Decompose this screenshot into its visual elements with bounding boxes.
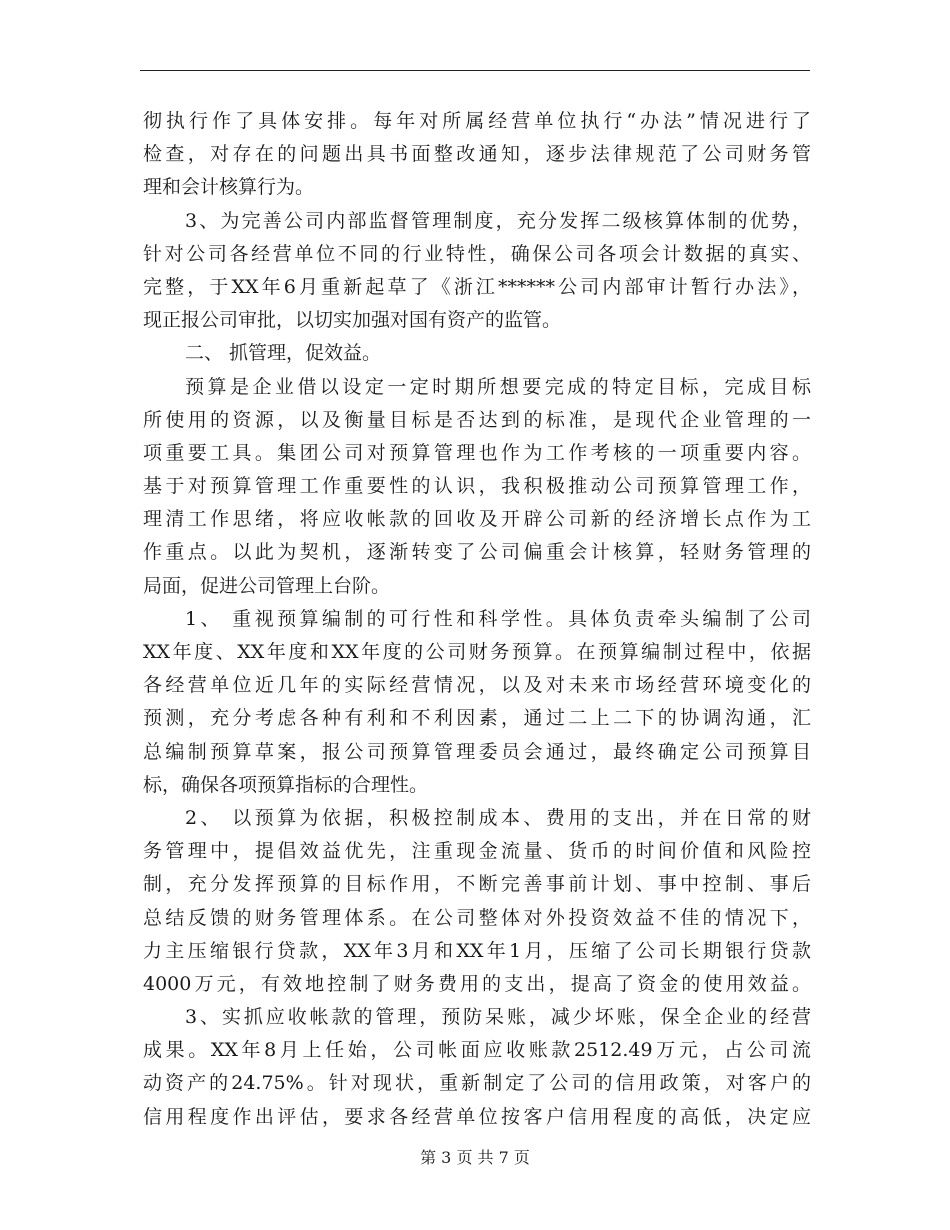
text-line: 总结反馈的财务管理体系。在公司整体对外投资效益不佳的情况下， [143, 906, 811, 929]
text-line: 制，充分发挥预算的目标作用，不断完善事前计划、事中控制、事后 [143, 873, 811, 896]
paragraph-start: 1、 重视预算编制的可行性和科学性。具体负责牵头编制了公司 [185, 607, 811, 630]
text-line: 理清工作思绪，将应收帐款的回收及开辟公司新的经济增长点作为工 [143, 508, 811, 531]
text-line: 动资产的24.75%。针对现状，重新制定了公司的信用政策，对客户的 [143, 1072, 811, 1095]
text-line: 现正报公司审批，以切实加强对国有资产的监管。 [143, 309, 562, 332]
body-text [143, 105, 811, 1134]
text-line: 基于对预算管理工作重要性的认识，我积极推动公司预算管理工作， [143, 475, 811, 498]
text-line: 检查，对存在的问题出具书面整改通知，逐步法律规范了公司财务管 [143, 143, 811, 166]
page-number-footer: 第 3 页 共 7 页 [420, 1148, 530, 1167]
text-line: 作重点。以此为契机，逐渐转变了公司偏重会计核算，轻财务管理的 [143, 541, 811, 564]
paragraph-start: 3、为完善公司内部监督管理制度，充分发挥二级核算体制的优势， [185, 209, 811, 232]
text-line: 力主压缩银行贷款，XX年3月和XX年1月，压缩了公司长期银行贷款 [143, 939, 811, 962]
text-line: 局面，促进公司管理上台阶。 [143, 574, 391, 597]
paragraph-start: 预算是企业借以设定一定时期所想要完成的特定目标，完成目标 [185, 375, 811, 398]
text-line: 理和会计核算行为。 [143, 176, 315, 199]
text-line: 务管理中，提倡效益优先，注重现金流量、货币的时间价值和风险控 [143, 840, 811, 863]
text-line: 完整，于XX年6月重新起草了《浙江******公司内部审计暂行办法》， [143, 275, 811, 298]
header-rule [140, 70, 810, 71]
section-heading: 二、 抓管理，促效益。 [185, 342, 382, 365]
text-line: 4000万元，有效地控制了财务费用的支出，提高了资金的使用效益。 [143, 972, 811, 995]
text-line: 标，确保各项预算指标的合理性。 [143, 773, 429, 796]
text-line: 彻执行作了具体安排。每年对所属经营单位执行“办法”情况进行了 [143, 110, 811, 132]
text-line: 预测，充分考虑各种有利和不利因素，通过二上二下的协调沟通，汇 [143, 707, 811, 730]
text-line: 成果。XX年8月上任始，公司帐面应收账款2512.49万元，占公司流 [143, 1039, 811, 1062]
text-line: 总编制预算草案，报公司预算管理委员会通过，最终确定公司预算目 [143, 740, 811, 763]
paragraph-start: 3、实抓应收帐款的管理，预防呆账，减少坏账，保全企业的经营 [185, 1006, 811, 1029]
text-line: 针对公司各经营单位不同的行业特性，确保公司各项会计数据的真实、 [143, 242, 811, 265]
text-line: 各经营单位近几年的实际经营情况，以及对未来市场经营环境变化的 [143, 674, 811, 697]
paragraph-start: 2、 以预算为依据，积极控制成本、费用的支出，并在日常的财 [185, 806, 811, 829]
text-line: XX年度、XX年度和XX年度的公司财务预算。在预算编制过程中，依据 [143, 641, 811, 663]
text-line: 项重要工具。集团公司对预算管理也作为工作考核的一项重要内容。 [143, 441, 811, 464]
text-line: 所使用的资源，以及衡量目标是否达到的标准，是现代企业管理的一 [143, 408, 811, 431]
text-line: 信用程度作出评估，要求各经营单位按客户信用程度的高低，决定应 [143, 1105, 811, 1128]
